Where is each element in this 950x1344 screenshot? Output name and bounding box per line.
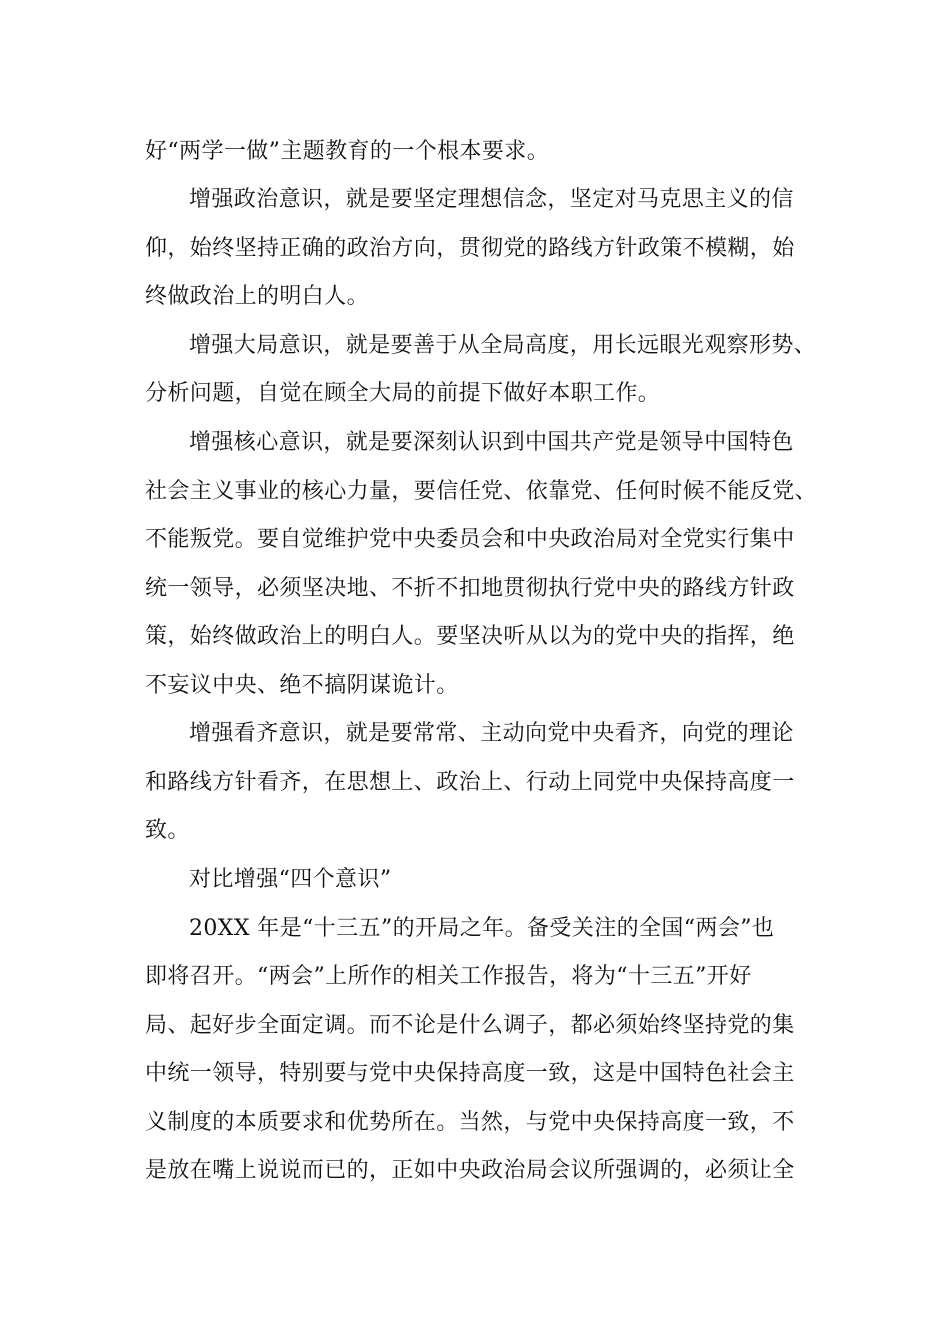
text-line: 终做政治上的明白人。 — [145, 284, 370, 309]
text-line: 义制度的本质要求和优势所在。当然，与党中央保持高度一致，不 — [145, 1110, 795, 1135]
text-line: 增强政治意识，就是要坚定理想信念，坚定对马克思主义的信 — [189, 187, 794, 212]
text-line: 不能叛党。要自觉维护党中央委员会和中央政治局对全党实行集中 — [145, 527, 795, 552]
section-heading: 对比增强“四个意识” — [189, 867, 392, 892]
text-line: 分析问题，自觉在顾全大局的前提下做好本职工作。 — [145, 381, 661, 406]
text-line: 致。 — [145, 818, 190, 843]
text-line: 增强大局意识，就是要善于从全局高度，用长远眼光观察形势、 — [189, 333, 817, 358]
text-line: 仰，始终坚持正确的政治方向，贯彻党的路线方针政策不模糊，始 — [145, 236, 795, 261]
text-line: 策，始终做政治上的明白人。要坚决听从以为的党中央的指挥，绝 — [145, 624, 795, 649]
text-line: 好“两学一做”主题教育的一个根本要求。 — [145, 139, 550, 164]
text-line: 20XX 年是“十三五”的开局之年。备受关注的全国“两会”也 — [189, 916, 775, 941]
text-line: 中统一领导，特别要与党中央保持高度一致，这是中国特色社会主 — [145, 1061, 795, 1086]
text-line: 增强看齐意识，就是要常常、主动向党中央看齐，向党的理论 — [189, 721, 794, 746]
text-line: 即将召开。“两会”上所作的相关工作报告，将为“十三五”开好 — [145, 964, 752, 989]
text-line: 增强核心意识，就是要深刻认识到中国共产党是领导中国特色 — [189, 430, 794, 455]
text-line: 是放在嘴上说说而已的，正如中央政治局会议所强调的，必须让全 — [145, 1158, 795, 1183]
text-line: 统一领导，必须坚决地、不折不扣地贯彻执行党中央的路线方针政 — [145, 576, 795, 601]
text-line: 局、起好步全面定调。而不论是什么调子，都必须始终坚持党的集 — [145, 1013, 795, 1038]
text-line: 不妄议中央、绝不搞阴谋诡计。 — [145, 673, 459, 698]
text-line: 社会主义事业的核心力量，要信任党、依靠党、任何时候不能反党、 — [145, 479, 818, 504]
text-line: 和路线方针看齐，在思想上、政治上、行动上同党中央保持高度一 — [145, 770, 795, 795]
